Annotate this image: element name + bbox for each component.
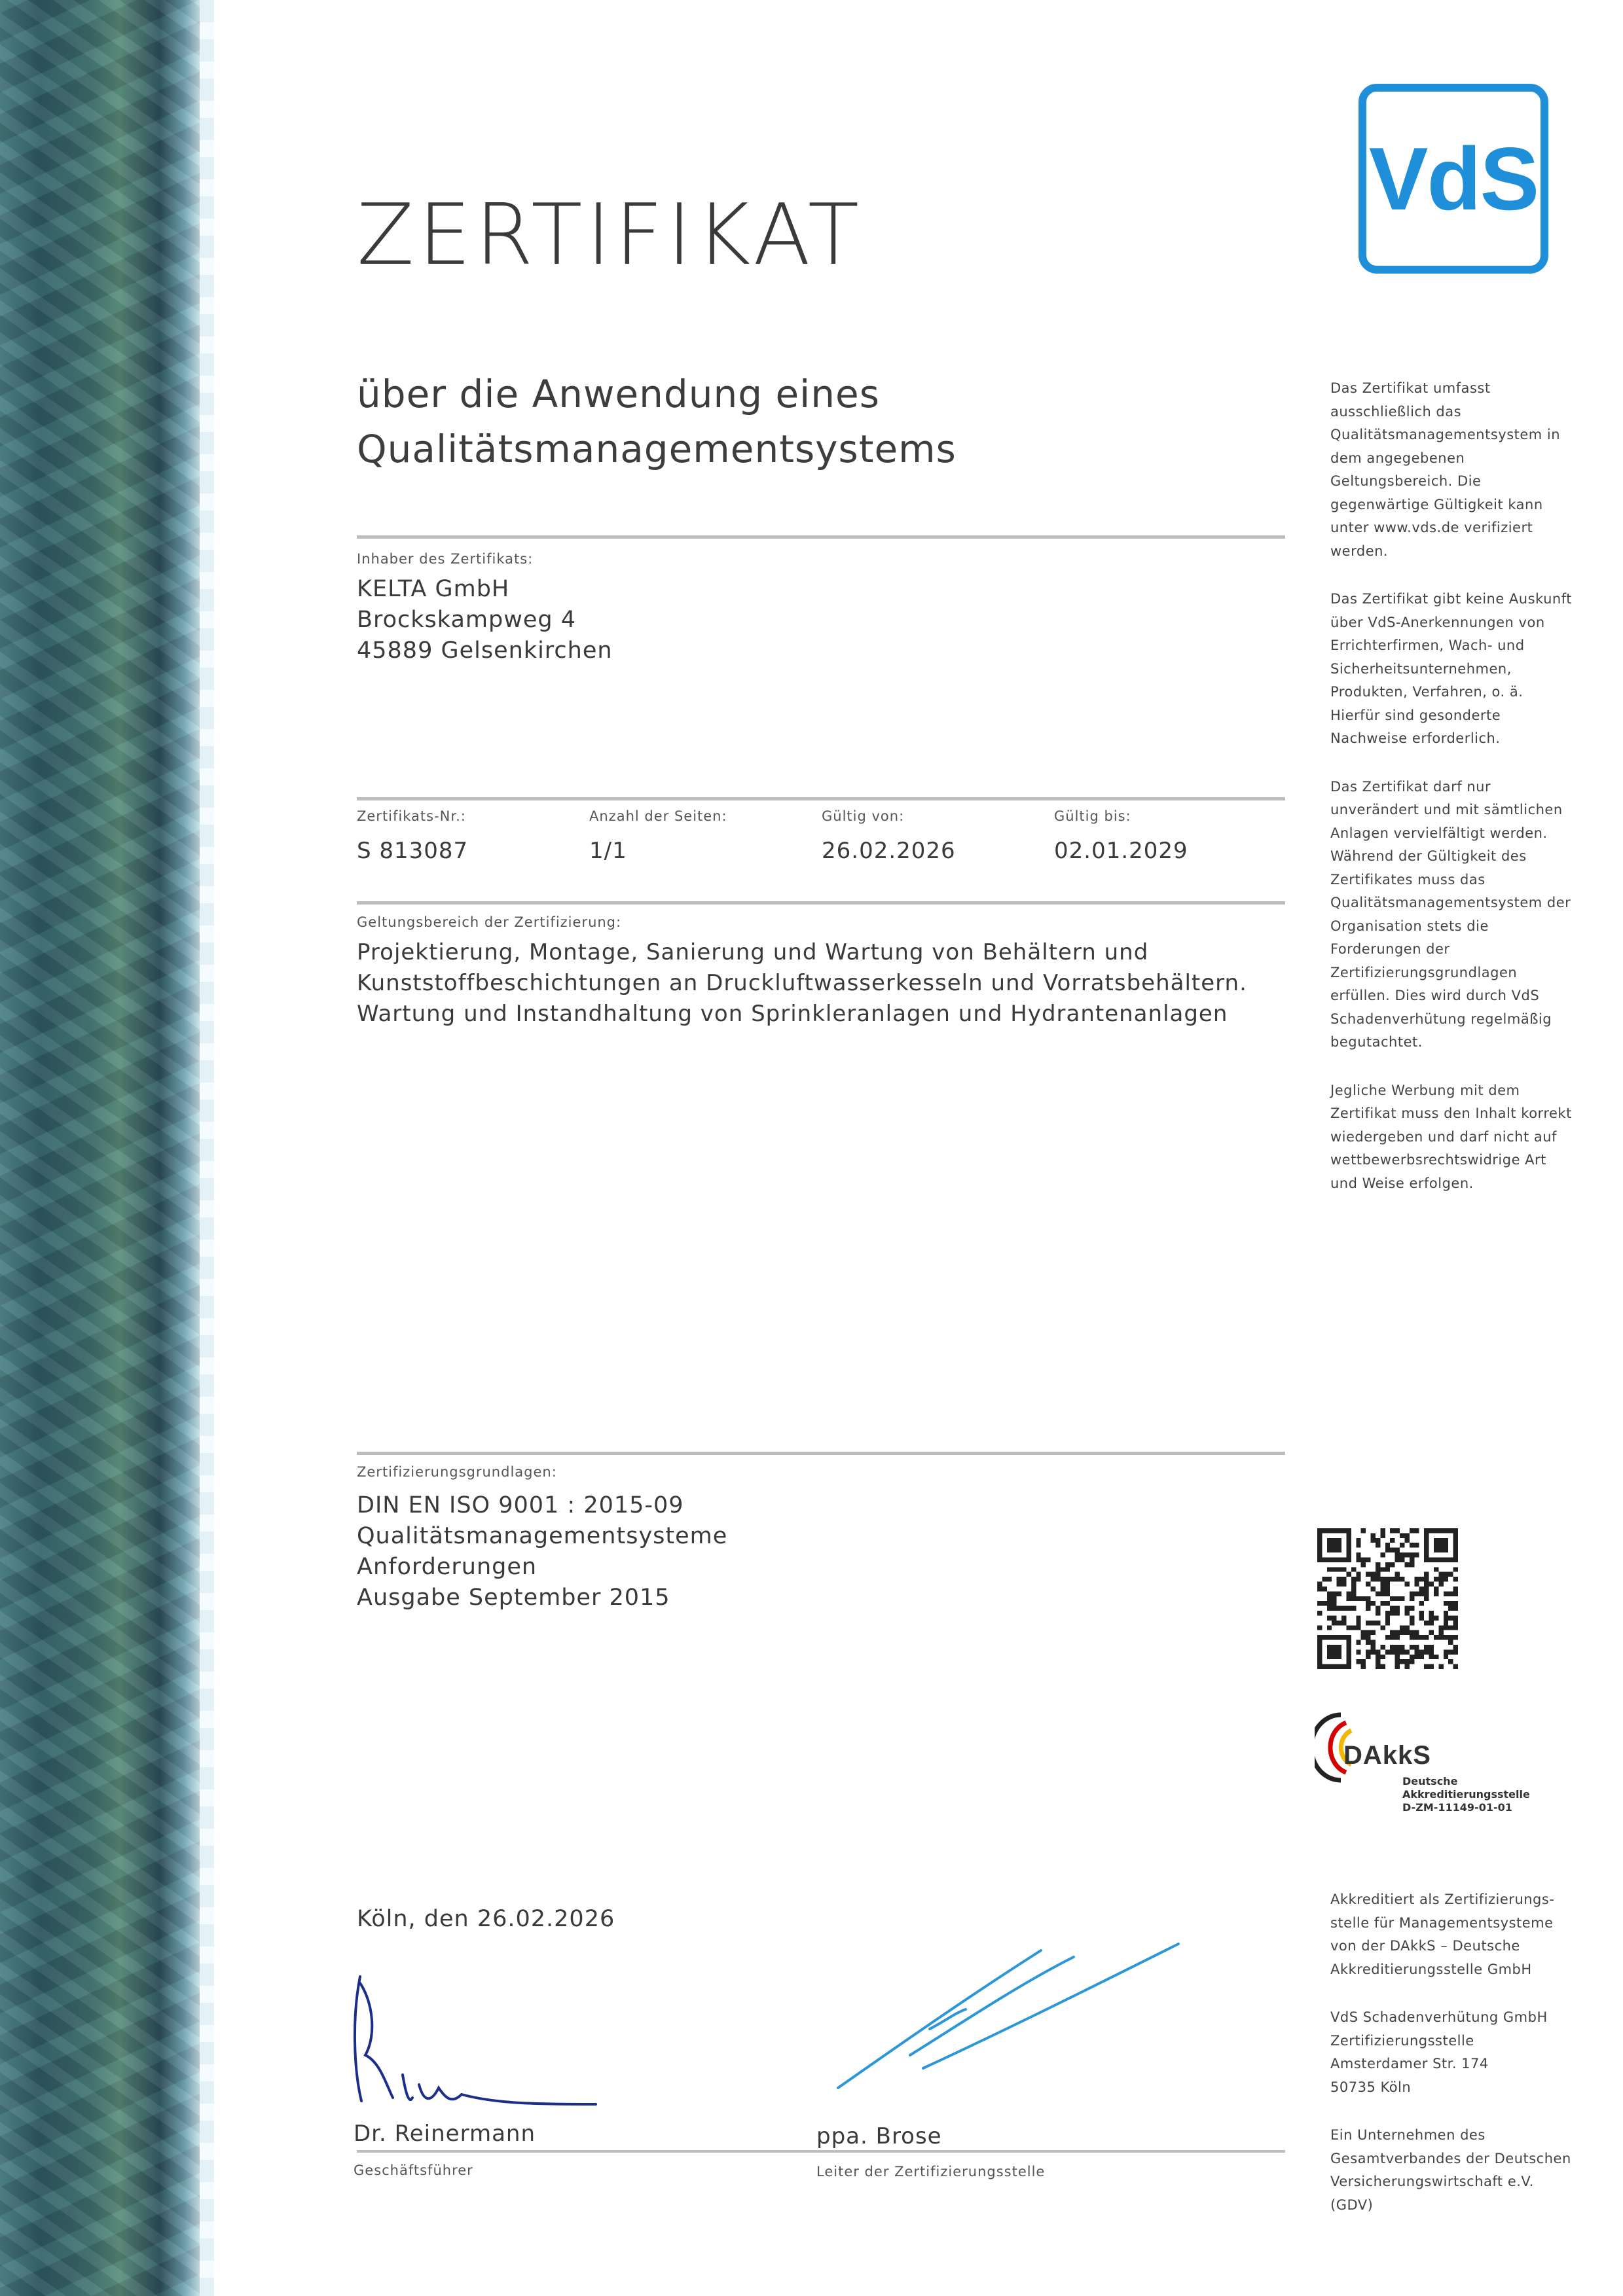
holder-address	[357, 574, 613, 666]
valid-to-value: 02.01.2029	[1054, 838, 1188, 864]
pages-label: Anzahl der Seiten:	[589, 808, 727, 824]
scope-line-3: Wartung und Instandhaltung von Sprinkleranlagen und Hydrantenanlagen	[357, 1001, 1228, 1027]
basis-text	[357, 1490, 727, 1613]
security-stripe	[0, 0, 200, 2296]
scope-text	[357, 937, 1247, 1030]
vds-logo-text: VdS	[1368, 129, 1539, 228]
left-signature	[347, 1964, 609, 2127]
basis-label: Zertifizierungsgrundlagen:	[357, 1464, 557, 1480]
scope-label: Geltungsbereich der Zertifizierung:	[357, 914, 622, 930]
sidebar-accreditation	[1330, 1888, 1605, 2242]
subtitle-line-2: Qualitätsmanagementsystems	[357, 427, 957, 471]
basis-line-3: Anforderungen	[357, 1554, 538, 1580]
basis-line-2: Qualitätsmanagementsysteme	[357, 1523, 728, 1549]
sidebar-p4: Jegliche Werbung mit dem Zertifikat muss den Inhalt korrekt wiedergeben und darf nicht auf wettbewerbsrechtswidrige Art und Weise erfolgen.	[1330, 1082, 1572, 1191]
right-signatory-name: ppa. Brose	[816, 2123, 942, 2149]
subtitle-line-1: über die Anwendung eines	[357, 372, 880, 416]
holder-label: Inhaber des Zertifikats:	[357, 551, 534, 567]
sidebar-p5: Akkreditiert als Zertifizierungs- stelle für Managementsysteme von der DAkkS – Deutsche Akkreditierungsstelle GmbH	[1330, 1892, 1555, 1977]
sidebar-p7: Ein Unternehmen des Gesamtverbandes der Deutschen Versicherungswirtschaft e.V. (GDV)	[1330, 2127, 1571, 2213]
valid-from-label: Gültig von:	[822, 808, 905, 824]
scope-line-1: Projektierung, Montage, Sanierung und Wartung von Behältern und	[357, 939, 1149, 965]
divider	[357, 1452, 1285, 1455]
place-date: Köln, den 26.02.2026	[357, 1906, 615, 1932]
left-signatory-role: Geschäftsführer	[354, 2162, 473, 2178]
holder-street: Brockskampweg 4	[357, 607, 576, 633]
dakks-subtitle: Deutsche Akkreditierungsstelle D-ZM-11149-01-01	[1402, 1775, 1530, 1814]
divider	[357, 901, 1285, 905]
valid-from-value: 26.02.2026	[822, 838, 956, 864]
left-signatory-name: Dr. Reinermann	[354, 2121, 536, 2147]
sidebar-p3: Das Zertifikat darf nur unverändert und mit sämtlichen Anlagen vervielfältigt werden. Während der Gültigkeit des Zertifikates muss das Qualitätsmanagementsystem der Organisation stets die Forderungen der Zertifizierungsgrundlagen erfüllen. Dies wird durch VdS Schadenverhütung regelmäßig begutachtet.	[1330, 778, 1571, 1050]
signature-divider	[357, 2150, 1285, 2153]
valid-to-label: Gültig bis:	[1054, 808, 1131, 824]
scope-line-2: Kunststoffbeschichtungen an Druckluftwasserkesseln und Vorratsbehältern.	[357, 970, 1247, 996]
sidebar-p2: Das Zertifikat gibt keine Auskunft über VdS-Anerkennungen von Errichterfirmen, Wach- und Sicherheitsunternehmen, Produkten, Verfahren, o. ä. Hierfür sind gesonderte Nachweise erforderlich.	[1330, 591, 1572, 746]
dakks-name: DAkkS	[1343, 1741, 1431, 1770]
right-signature	[825, 1931, 1192, 2114]
basis-line-1: DIN EN ISO 9001 : 2015-09	[357, 1492, 684, 1518]
pages-value: 1/1	[589, 838, 627, 864]
sidebar-p1: Das Zertifikat umfasst ausschließlich das Qualitätsmanagementsystem in dem angegebenen Geltungsbereich. Die gegenwärtige Gültigkeit kann unter www.vds.de verifiziert werden.	[1330, 380, 1561, 559]
sidebar-info	[1330, 377, 1605, 1220]
right-signatory-role: Leiter der Zertifizierungsstelle	[816, 2164, 1046, 2179]
sidebar-p6: VdS Schadenverhütung GmbH Zertifizierungsstelle Amsterdamer Str. 174 50735 Köln	[1330, 2009, 1548, 2095]
certificate-title: ZERTIFIKAT	[357, 187, 863, 284]
vds-logo	[1359, 84, 1548, 274]
certificate-subtitle	[357, 367, 957, 476]
holder-name: KELTA GmbH	[357, 576, 510, 602]
divider	[357, 797, 1285, 800]
cert-no-value: S 813087	[357, 838, 469, 864]
security-stripe-edge	[200, 0, 214, 2296]
basis-line-4: Ausgabe September 2015	[357, 1585, 670, 1611]
qr-code	[1317, 1528, 1458, 1669]
divider	[357, 535, 1285, 539]
cert-no-label: Zertifikats-Nr.:	[357, 808, 466, 824]
holder-city: 45889 Gelsenkirchen	[357, 637, 613, 664]
